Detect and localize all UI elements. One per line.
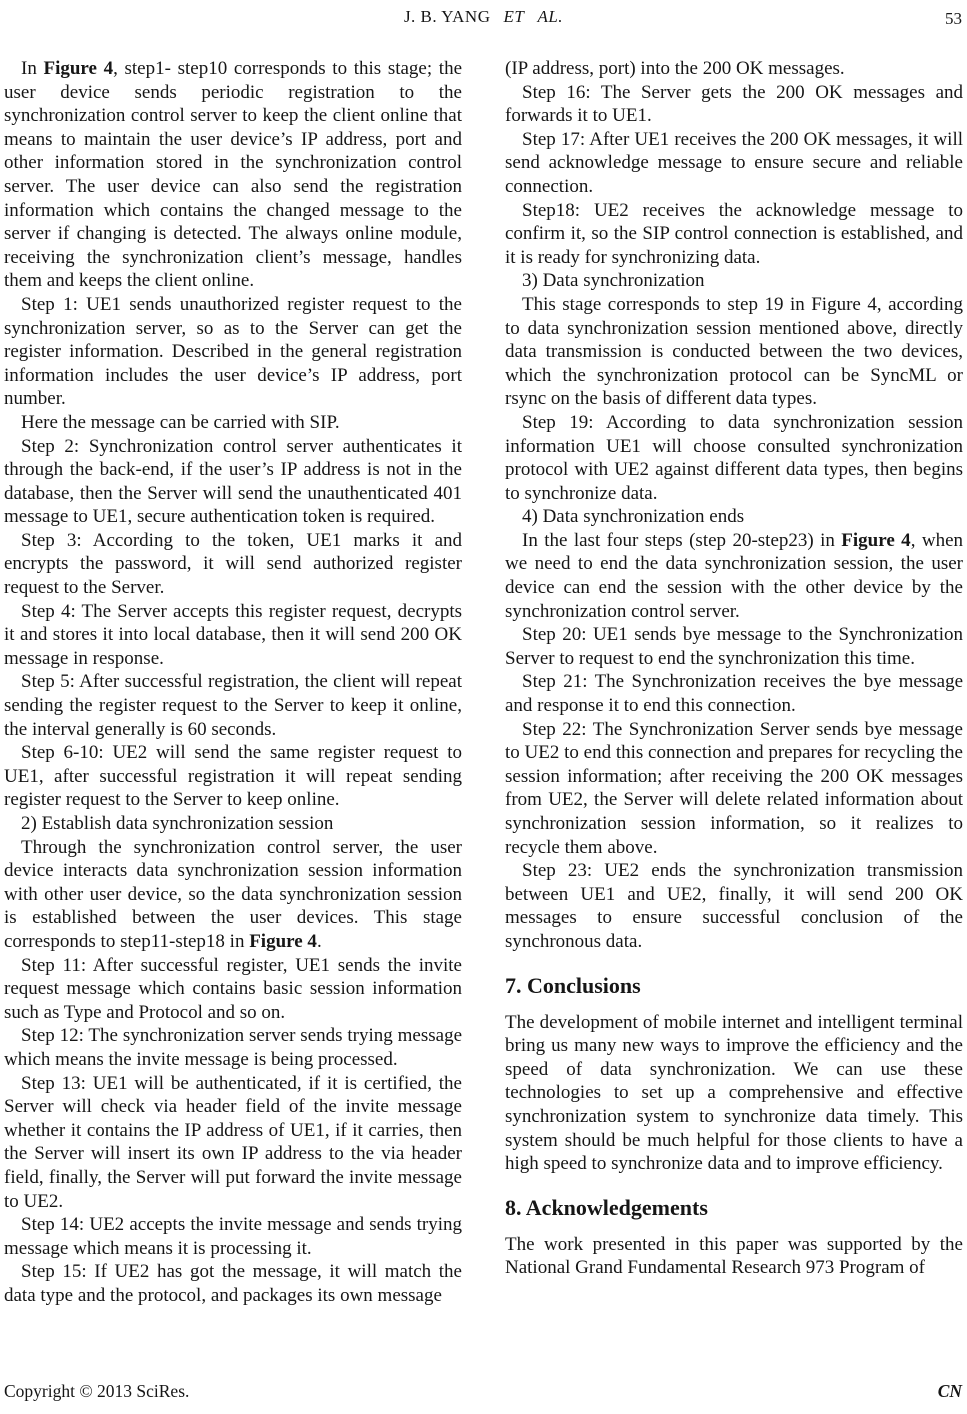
text-run: Step 13: UE1 will be authenticated, if it is certified, the Server will check via header field of the invite message whether it contains the IP address of UE1, if it carries, then the Server will insert its own IP address to the via header field, finally, the Server will put forward the invite message to UE2. [4,1072,462,1212]
paragraph [4,1213,462,1260]
section-heading [505,973,963,999]
text-run: In the last four steps (step 20-step23) in [522,529,842,551]
paragraph [505,128,963,199]
copyright-text: Copyright © 2013 SciRes. [4,1381,190,1401]
text-run: Step 14: UE2 accepts the invite message and sends trying message which means it is processing it. [4,1214,462,1259]
text-run: Through the synchronization control server, the user device interacts data synchronization session information with other user device, so the data synchronization session is established between the user devices. This stage corresponds to step11-step18 in [4,836,462,952]
journal-mark: CN [937,1381,962,1401]
column-left [4,57,462,1307]
paragraph [4,812,462,836]
bold-text-run: 8. Acknowledgements [505,1194,708,1220]
paragraph [4,529,462,600]
text-run: Step 3: According to the token, UE1 marks it and encrypts the password, it will send authorized register request to the Server. [4,529,462,599]
text-run: Step 4: The Server accepts this register request, decrypts it and stores it into local database, then it will send 200 OK message in response. [4,600,462,669]
paragraph [505,411,963,505]
text-run: Step 22: The Synchronization Server sends bye message to UE2 to end this connection and prepares for recycling the session information; after receiving the 200 OK messages from UE2, the Server will delete related information about synchronization session information, so it realizes to recycle them above. [505,718,963,858]
text-run: Step 12: The synchronization server sends trying message which means the invite message is being processed. [4,1025,462,1070]
paragraph [505,57,963,81]
paragraph [505,199,963,270]
text-run: Step 21: The Synchronization receives the bye message and response it to end this connection. [505,671,963,717]
paragraph [505,293,963,411]
text-run: The development of mobile internet and intelligent terminal bring us many new ways to improve the efficiency and the speed of data synchronization. We can use these technologies to set up a comprehensive and effective synchronization system to synchronize data timely. This system should be much helpful for those clients to have a high speed to synchronize data and to improve efficiency. [505,1011,963,1175]
bold-text-run: 7. Conclusions [505,972,641,998]
paragraph [505,81,963,128]
text-run: In [21,58,44,79]
running-title-etal: ET AL. [503,7,564,26]
text-run: 3) Data synchronization [522,270,705,292]
text-run: Step 5: After successful registration, the client will repeat sending the register request to the Server to keep it online, the interval generally is 60 seconds. [4,671,462,740]
text-run: Step 16: The Server gets the 200 OK messages and forwards it to UE1. [505,81,963,127]
text-run: 4) Data synchronization ends [522,506,745,528]
paragraph [4,411,462,435]
text-run: This stage corresponds to step 19 in Figure 4, according to data synchronization session mentioned above, directly data transmission is conducted between the two devices, which the synchronization protocol can be SyncML or rsync on the basis of different data types. [505,293,963,410]
text-run: Step 19: According to data synchronization session information UE1 will choose consulted synchronization protocol with UE2 against different data types, then begins to synchronize data. [505,411,963,504]
text-run: . [316,930,322,952]
paragraph [4,1072,462,1214]
text-run: Step 11: After successful register, UE1 sends the invite request message which contains basic session information such as Type and Protocol and so on. [4,954,462,1023]
paragraph [505,859,963,953]
text-run: Step 6-10: UE2 will send the same register request to UE1, after successful registration it will repeat sending register request to the Server to keep online. [4,742,462,811]
page-number: 53 [945,9,962,28]
text-run: 2) Establish data synchronization session [21,813,334,834]
paragraph [505,529,963,623]
paragraph [4,1024,462,1071]
paragraph [4,670,462,741]
paragraph [4,293,462,411]
page-footer [4,1381,962,1405]
bold-text-run: Figure 4 [249,930,317,952]
paragraph [505,670,963,717]
paragraph [505,505,963,529]
paragraph [4,57,462,293]
paragraph [4,741,462,812]
paragraph [4,1260,462,1307]
page-body [4,57,963,1307]
paragraph [505,623,963,670]
bold-text-run: Figure 4 [841,529,911,551]
paragraph [505,1233,963,1280]
paragraph [4,600,462,671]
section-heading [505,1195,963,1221]
paragraph [505,1011,963,1176]
text-run: Step 2: Synchronization control server authenticates it through the back-end, if the user’s IP address is not in the database, then the Server will send the unauthenticated 401 message to UE1, secure authentication token is required. [4,435,462,528]
text-run: Here the message can be carried with SIP. [21,411,340,433]
running-title-authors: J. B. YANG [403,7,491,26]
text-run: The work presented in this paper was supported by the National Grand Fundamental Research 973 Program of [505,1233,963,1279]
page-header [0,7,967,27]
text-run: (IP address, port) into the 200 OK messages. [505,58,845,79]
column-right [505,57,963,1307]
paragraph [4,435,462,529]
text-run: Step 17: After UE1 receives the 200 OK messages, it will send acknowledge message to ensure secure and reliable connection. [505,128,963,197]
paragraph [505,718,963,860]
paragraph [505,269,963,293]
paragraph [4,954,462,1025]
text-run: Step 1: UE1 sends unauthorized register request to the synchronization server, so as to the Server can get the register information. Described in the general registration information includes the user device’s IP address, port number. [4,293,462,410]
text-run: , step1- step10 corresponds to this stage; the user device sends periodic registration to the synchronization control server to keep the client online that means to maintain the user device’s IP address, port and other information stored in the synchronization control server. The user device can also send the registration information which contains the changed message to the server if changing is detected. The always online module, receiving the synchronization client’s message, handles them and keeps the client online. [4,58,463,292]
paragraph [4,836,462,954]
text-run: , when we need to end the data synchronization session, the user device can end the session with the other device by the synchronization control server. [505,529,963,622]
text-run: Step 20: UE1 sends bye message to the Synchronization Server to request to end the synchronization this time. [505,624,963,669]
text-run: Step 23: UE2 ends the synchronization transmission between UE1 and UE2, finally, it will send 200 OK messages to ensure successful conclusion of the synchronous data. [505,860,963,952]
text-run: Step 15: If UE2 has got the message, it will match the data type and the protocol, and packages its own message [4,1261,462,1306]
bold-text-run: Figure 4 [43,58,114,79]
text-run: Step18: UE2 receives the acknowledge message to confirm it, so the SIP control connection is established, and it is ready for synchronizing data. [505,199,963,268]
